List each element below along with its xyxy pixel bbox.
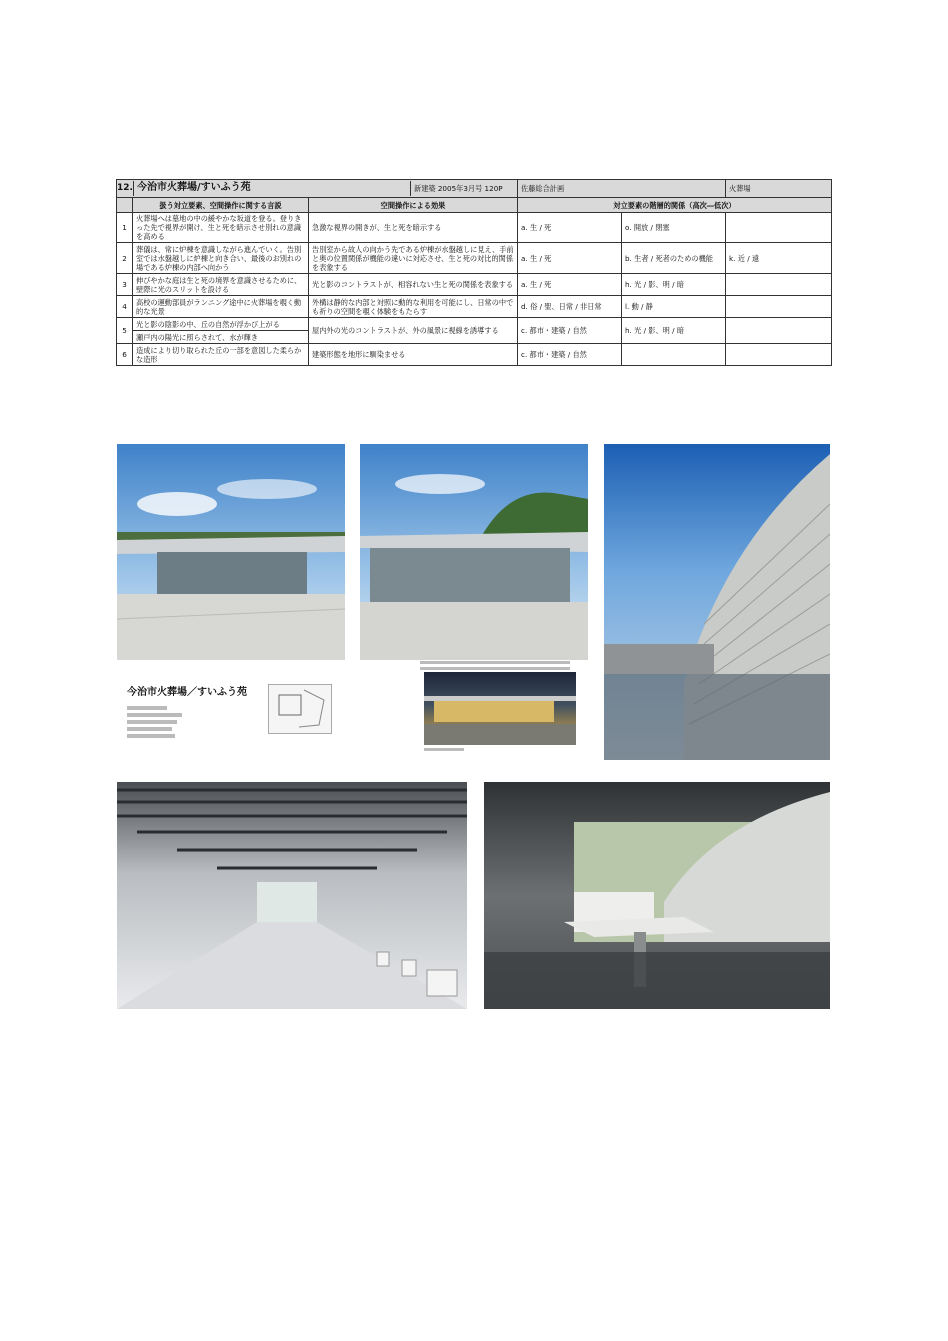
photo-curved-wall bbox=[604, 444, 830, 760]
row-effect: 急激な視界の開きが、生と死を暗示する bbox=[309, 213, 518, 243]
row-relation-3 bbox=[726, 344, 832, 366]
row-relation-3 bbox=[726, 296, 832, 318]
row-effect: 光と影のコントラストが、相容れない生と死の関係を表象する bbox=[309, 274, 518, 296]
table-source: 新建築 2005年3月号 120P bbox=[414, 184, 503, 193]
photo-exterior-entrance bbox=[360, 444, 588, 660]
table-row: 2 葬儀は、常に炉棟を意識しながら進んでいく。告別室では水盤越しに炉棟と向き合い、最後のお別れの場である炉棟の内部へ向かう 告別室から故人の向かう先である炉棟が水盤越しに見え、手前と奥の位置関係が機能の違いに対応させ、生と死の対比的関係を表象する a. 生 / 死 b. 生者 / 死者のための機能 k. 近 / 遠 bbox=[117, 243, 832, 274]
row-relation-1: d. 俗 / 聖、日常 / 非日常 bbox=[518, 296, 622, 318]
row-text: 高校の運動部員がランニング途中に火葬場を覗く動的な光景 bbox=[133, 296, 309, 318]
row-relation-1: a. 生 / 死 bbox=[518, 213, 622, 243]
table-row: 5 光と影の陰影の中、丘の自然が浮かび上がる 屋内外の光のコントラストが、外の風景に視線を誘導する c. 都市・建築 / 自然 h. 光 / 影、明 / 暗 bbox=[117, 318, 832, 331]
photo-caption bbox=[420, 667, 570, 670]
photo-night-view bbox=[424, 672, 576, 745]
photo-exterior-canopy bbox=[117, 444, 345, 660]
analysis-table bbox=[116, 179, 831, 366]
magazine-title: 今治市火葬場／すいふう苑 bbox=[127, 687, 247, 698]
header-effects: 空間操作による効果 bbox=[309, 198, 518, 213]
row-effect: 告別室から故人の向かう先である炉棟が水盤越しに見え、手前と奥の位置関係が機能の違いに対応させ、生と死の対比的関係を表象する bbox=[309, 243, 518, 274]
row-text: 伸びやかな庭は生と死の境界を意識させるために、壁際に光のスリットを設ける bbox=[133, 274, 309, 296]
magazine-title-block bbox=[127, 683, 277, 741]
row-text: 造成により切り取られた丘の一部を意図した柔らかな造形 bbox=[133, 344, 309, 366]
table-row: 3 伸びやかな庭は生と死の境界を意識させるために、壁際に光のスリットを設ける 光と影のコントラストが、相容れない生と死の関係を表象する a. 生 / 死 h. 光 / 影、明 / 暗 bbox=[117, 274, 832, 296]
row-text: 光と影の陰影の中、丘の自然が浮かび上がる bbox=[133, 318, 309, 331]
table-row: 1 火葬場へは墓地の中の緩やかな坂道を登る。登りきった先で視界が開け、生と死を暗示させ別れの意識を高める 急激な視界の開きが、生と死を暗示する a. 生 / 死 o. 開放 / 閉塞 bbox=[117, 213, 832, 243]
table-row: 6 造成により切り取られた丘の一部を意図した柔らかな造形 建築形態を地形に馴染ませる c. 都市・建築 / 自然 bbox=[117, 344, 832, 366]
table-row: 4 高校の運動部員がランニング途中に火葬場を覗く動的な光景 外構は静的な内部と対照に動的な利用を可能にし、日常の中でも祈りの空間を覗く体験をもたらす d. 俗 / 聖、日常 / 非日常 l. 動 / 静 bbox=[117, 296, 832, 318]
row-text: 葬儀は、常に炉棟を意識しながら進んでいく。告別室では水盤越しに炉棟と向き合い、最後のお別れの場である炉棟の内部へ向かう bbox=[133, 243, 309, 274]
table-title: 今治市火葬場/すいふう苑 bbox=[134, 181, 411, 196]
row-effect: 建築形態を地形に馴染ませる bbox=[309, 344, 518, 366]
magazine-credits bbox=[127, 706, 277, 738]
table-number: 12. bbox=[117, 181, 134, 196]
row-effect: 外構は静的な内部と対照に動的な利用を可能にし、日常の中でも祈りの空間を覗く体験をもたらす bbox=[309, 296, 518, 318]
row-relation-3 bbox=[726, 274, 832, 296]
row-relation-2: h. 光 / 影、明 / 暗 bbox=[622, 274, 726, 296]
photo-interior-table bbox=[484, 782, 830, 1009]
table-architect: 佐藤総合計画 bbox=[521, 184, 565, 193]
row-relation-3 bbox=[726, 213, 832, 243]
row-relation-1: a. 生 / 死 bbox=[518, 274, 622, 296]
table-category: 火葬場 bbox=[726, 180, 832, 198]
row-relation-2 bbox=[622, 344, 726, 366]
row-relation-3: k. 近 / 遠 bbox=[726, 243, 832, 274]
row-relation-1: c. 都市・建築 / 自然 bbox=[518, 344, 622, 366]
row-text: 火葬場へは墓地の中の緩やかな坂道を登る。登りきった先で視界が開け、生と死を暗示させ別れの意識を高める bbox=[133, 213, 309, 243]
row-relation-1: a. 生 / 死 bbox=[518, 243, 622, 274]
row-relation-2: h. 光 / 影、明 / 暗 bbox=[622, 318, 726, 344]
photo-caption bbox=[424, 748, 464, 751]
photo-interior-corridor bbox=[117, 782, 467, 1009]
photo-caption bbox=[420, 661, 570, 664]
row-relation-1: c. 都市・建築 / 自然 bbox=[518, 318, 622, 344]
row-text-2: 瀬戸内の陽光に照らされて、水が輝き bbox=[133, 331, 309, 344]
table-header-row bbox=[117, 180, 832, 198]
site-plan-drawing bbox=[268, 684, 332, 734]
row-effect: 屋内外の光のコントラストが、外の風景に視線を誘導する bbox=[309, 318, 518, 344]
header-relations: 対立要素の階層的関係（高次―低次） bbox=[518, 198, 832, 213]
row-relation-2: b. 生者 / 死者のための機能 bbox=[622, 243, 726, 274]
table-subheader-row bbox=[117, 198, 832, 213]
header-elements: 扱う対立要素、空間操作に関する言説 bbox=[133, 198, 309, 213]
row-relation-2: o. 開放 / 閉塞 bbox=[622, 213, 726, 243]
row-relation-2: l. 動 / 静 bbox=[622, 296, 726, 318]
row-relation-3 bbox=[726, 318, 832, 344]
